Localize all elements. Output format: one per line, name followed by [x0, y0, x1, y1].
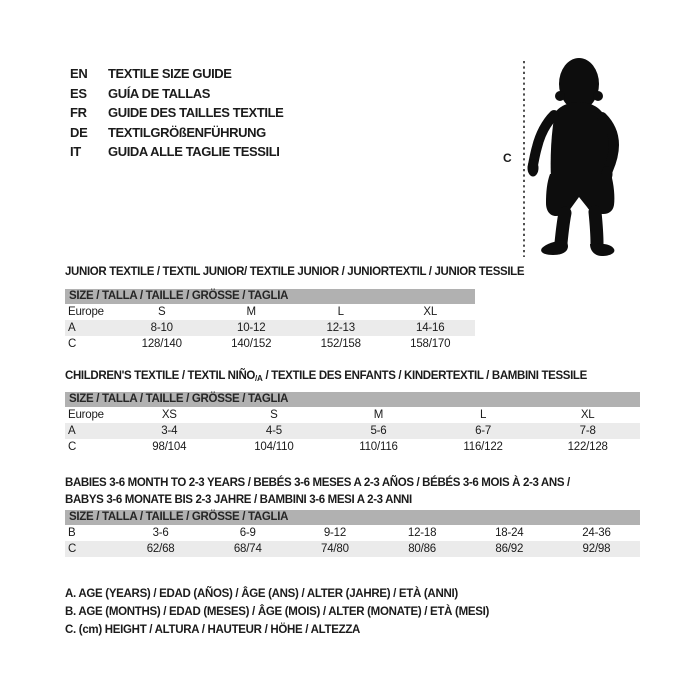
- size-cell: 24-36: [582, 527, 611, 539]
- size-cell: 110/116: [359, 441, 398, 453]
- children-size-table: [65, 392, 640, 455]
- size-header-bar: SIZE / TALLA / TAILLE / GRÖSSE / TAGLIA: [65, 289, 475, 304]
- language-title-list: [70, 64, 283, 162]
- table-row: [65, 407, 640, 423]
- children-title-sub: /A: [255, 374, 263, 383]
- size-cell: 80/86: [408, 543, 436, 555]
- babies-size-table: [65, 510, 640, 557]
- size-cell: XS: [161, 409, 177, 421]
- language-row: [70, 142, 283, 162]
- language-title: GUIDA ALLE TAGLIE TESSILI: [108, 144, 280, 160]
- language-row: [70, 103, 283, 123]
- size-cell: XL: [580, 409, 595, 421]
- junior-size-table: [65, 289, 475, 352]
- size-cell: 8-10: [150, 322, 173, 334]
- size-cell: 14-16: [416, 322, 445, 334]
- language-code: ES: [70, 85, 87, 101]
- table-row: [65, 336, 475, 352]
- note-age-years: A. AGE (YEARS) / EDAD (AÑOS) / ÂGE (ANS) / ALTER (JAHRE) / ETÀ (ANNI): [65, 588, 458, 600]
- language-row: [70, 64, 283, 84]
- size-cell: 104/110: [254, 441, 294, 453]
- size-cell: L: [479, 409, 487, 421]
- language-code: IT: [70, 144, 81, 160]
- table-row: [65, 439, 640, 455]
- table-row: [65, 525, 640, 541]
- babies-title-line2: BABYS 3-6 MONATE BIS 2-3 JAHRE / BAMBINI 3-6 MESI A 2-3 ANNI: [65, 494, 412, 506]
- row-label: A: [68, 425, 76, 437]
- language-title: GUIDE DES TAILLES TEXTILE: [108, 105, 284, 121]
- size-cell: 9-12: [323, 527, 347, 539]
- size-cell: 18-24: [495, 527, 524, 539]
- size-cell: 86/92: [495, 543, 524, 555]
- size-cell: 74/80: [321, 543, 349, 555]
- size-cell: 6-7: [475, 425, 492, 437]
- size-cell: 10-12: [237, 322, 266, 334]
- size-cell: 7-8: [579, 425, 596, 437]
- children-title-pre: CHILDREN'S TEXTILE / TEXTIL NIÑO: [65, 370, 256, 382]
- children-title-post: / TEXTILE DES ENFANTS / KINDERTEXTIL / BAMBINI TESSILE: [262, 370, 587, 382]
- note-height-cm: C. (cm) HEIGHT / ALTURA / HAUTEUR / HÖHE / ALTEZZA: [65, 624, 361, 636]
- size-cell: 5-6: [370, 425, 387, 437]
- size-cell: L: [337, 306, 344, 318]
- toddler-figure: [528, 58, 615, 256]
- size-cell: M: [373, 409, 384, 421]
- size-cell: 62/68: [146, 543, 175, 555]
- legend-notes: [65, 585, 489, 639]
- language-title: TEXTILE SIZE GUIDE: [108, 66, 232, 81]
- size-cell: 3-4: [161, 425, 178, 437]
- children-table-title: [65, 370, 587, 383]
- size-cell: XL: [423, 306, 438, 318]
- row-label: A: [68, 322, 76, 334]
- size-header-bar: SIZE / TALLA / TAILLE / GRÖSSE / TAGLIA: [65, 510, 640, 525]
- row-label: C: [68, 441, 77, 453]
- row-label: Europe: [68, 306, 104, 318]
- row-label: C: [68, 338, 77, 350]
- language-title: GUÍA DE TALLAS: [108, 85, 211, 101]
- language-title: TEXTILGRÖßENFÜHRUNG: [108, 124, 266, 140]
- babies-title-line1: BABIES 3-6 MONTH TO 2-3 YEARS / BEBÉS 3-6 MESES A 2-3 AÑOS / BÉBÉS 3-6 MOIS À 2-3 ANS /: [65, 477, 570, 489]
- size-cell: 3-6: [152, 527, 169, 539]
- size-header-bar: SIZE / TALLA / TAILLE / GRÖSSE / TAGLIA: [65, 392, 640, 407]
- note-age-months: B. AGE (MONTHS) / EDAD (MESES) / ÂGE (MOIS) / ALTER (MONATE) / ETÀ (MESI): [65, 606, 490, 618]
- size-cell: 98/104: [152, 441, 187, 453]
- size-cell: 116/122: [463, 441, 503, 453]
- size-cell: 122/128: [567, 441, 608, 453]
- row-label: C: [68, 543, 77, 555]
- size-cell: 12-13: [326, 322, 355, 334]
- size-cell: 152/158: [320, 338, 361, 350]
- language-row: [70, 123, 283, 143]
- size-cell: 6-9: [239, 527, 256, 539]
- height-measure-label: C: [503, 151, 512, 165]
- language-code: DE: [70, 124, 88, 140]
- size-cell: M: [246, 306, 256, 318]
- language-code: FR: [70, 105, 87, 121]
- table-row: [65, 320, 475, 336]
- table-row: [65, 423, 640, 439]
- size-cell: 128/140: [141, 338, 182, 350]
- size-cell: 140/152: [231, 338, 272, 350]
- language-code: EN: [70, 66, 88, 81]
- row-label: Europe: [68, 409, 104, 421]
- size-cell: 12-18: [407, 527, 437, 539]
- table-row: [65, 304, 475, 320]
- baby-silhouette-icon: [517, 55, 627, 265]
- babies-table-title: [65, 475, 570, 509]
- size-cell: S: [158, 306, 166, 318]
- size-cell: S: [270, 409, 278, 421]
- size-cell: 68/74: [233, 543, 262, 555]
- size-cell: 92/98: [582, 543, 611, 555]
- size-cell: 4-5: [265, 425, 282, 437]
- size-cell: 158/170: [410, 338, 451, 350]
- junior-table-title: JUNIOR TEXTILE / TEXTIL JUNIOR/ TEXTILE JUNIOR / JUNIORTEXTIL / JUNIOR TESSILE: [65, 266, 525, 278]
- language-row: [70, 84, 283, 104]
- table-row: [65, 541, 640, 557]
- row-label: B: [68, 527, 76, 539]
